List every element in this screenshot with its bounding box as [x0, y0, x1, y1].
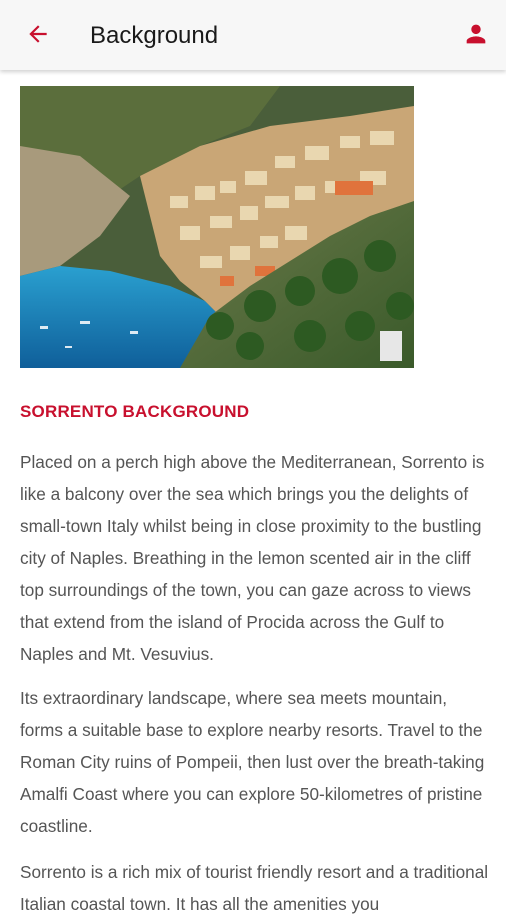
page-title: Background: [90, 22, 219, 49]
paragraph: Placed on a perch high above the Mediterranean, Sorrento is like a balcony over the sea which brings you the delights of small-town Italy whilst being in close proximity to the bustling city of Naples. Breathing in the lemon scented air in the cliff top surroundings of the town, you can gaze across to views that extend from the island of Procida across the Gulf to Naples and Mt. Vesuvius.: [20, 452, 485, 664]
back-button[interactable]: [18, 16, 58, 56]
section-heading: SORRENTO BACKGROUND: [20, 402, 250, 421]
hero-image: [20, 86, 414, 368]
arrow-left-icon: [25, 21, 51, 52]
app-bar: [0, 0, 506, 70]
person-icon: [462, 20, 490, 53]
article-content[interactable]: [0, 70, 506, 914]
paragraph: Sorrento is a rich mix of tourist friendly resort and a traditional Italian coastal town. It has all the amenities you: [20, 862, 489, 914]
profile-button[interactable]: [456, 16, 496, 56]
paragraph: Its extraordinary landscape, where sea meets mountain, forms a suitable base to explore nearby resorts. Travel to the Roman City ruins of Pompeii, then lust over the breath-taking Amalfi Coast where you can explore 50-kilometres of pristine coastline.: [20, 688, 485, 836]
